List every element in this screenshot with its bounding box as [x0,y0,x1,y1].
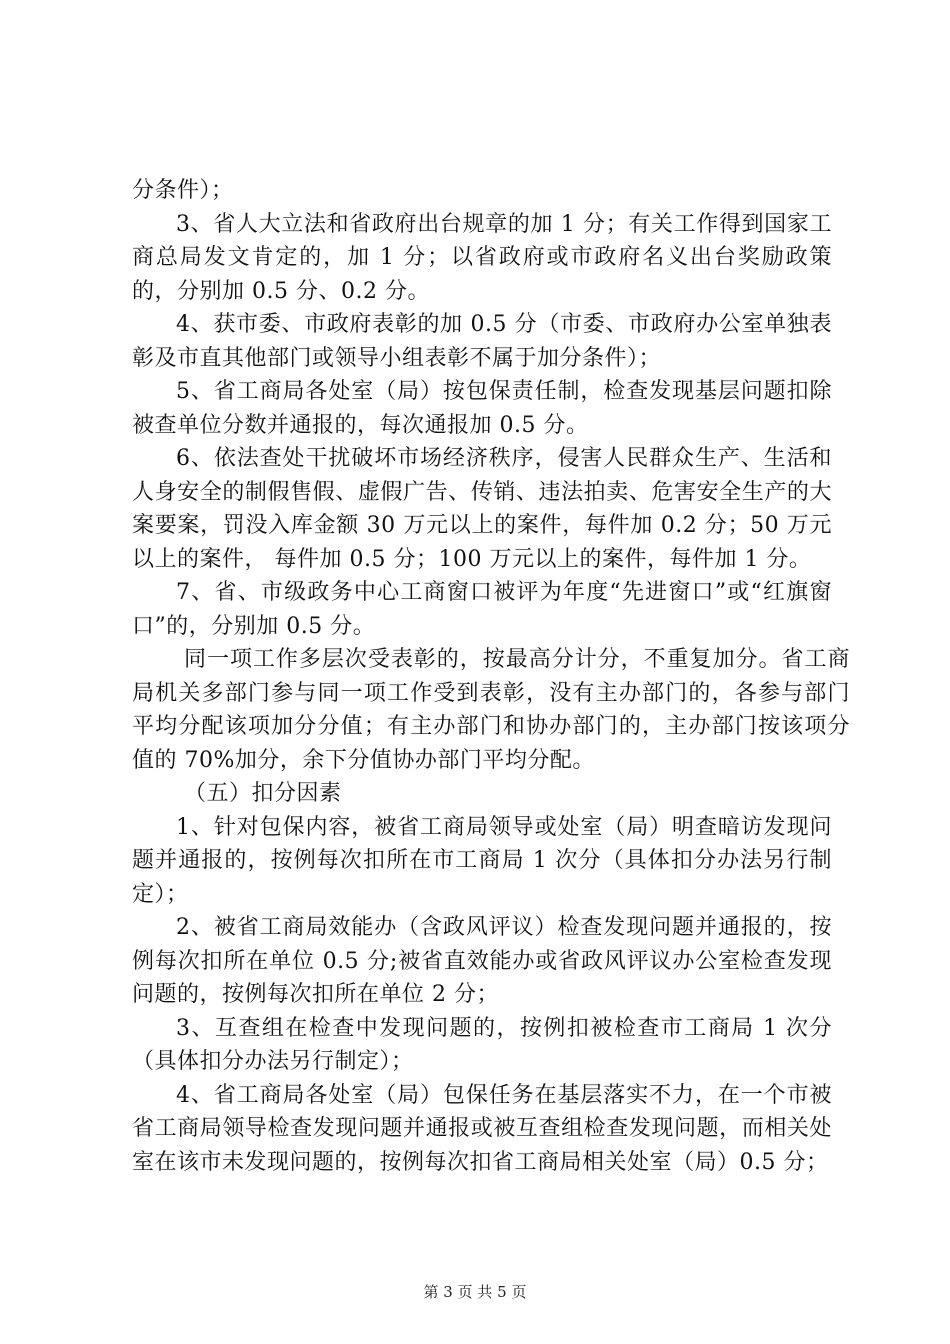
paragraph-item-6: 6、依法查处干扰破坏市场经济秩序，侵害人民群众生产、生活和人身安全的制假售假、虚假广告、传销、违法拍卖、危害安全生产的大案要案，罚没入库金额 30 万元以上的案件，每件加 0.2 分；50 万元以上的案件， 每件加 0.5 分；100 万元以上的案件，每件加 1 分。 [132,446,832,572]
paragraph-item-7: 7、省、市级政务中心工商窗口被评为年度“先进窗口”或“红旗窗口”的，分别加 0.5 分。 [132,580,832,639]
paragraph-deduction-1: 1、针对包保内容，被省工商局领导或处室（局）明查暗访发现问题并通报的，按例每次扣所在市工商局 1 次分（具体扣分办法另行制定）； [132,814,832,907]
paragraph-note: 同一项工作多层次受表彰的，按最高分计分，不重复加分。省工商局机关多部门参与同一项工作受到表彰，没有主办部门的，各参与部门平均分配该项加分分值；有主办部门和协办部门的，主办部门按该项分值的 70%加分，余下分值协办部门平均分配。 [132,647,850,773]
paragraph-item-3: 3、省人大立法和省政府出台规章的加 1 分；有关工作得到国家工商总局发文肯定的，加 1 分；以省政府或市政府名义出台奖励政策的，分别加 0.5 分、0.2 分。 [132,211,832,304]
paragraph-item-4: 4、获市委、市政府表彰的加 0.5 分（市委、市政府办公室单独表彰及市直其他部门或领导小组表彰不属于加分条件）； [132,312,832,371]
document-body [132,174,850,1179]
paragraph-deduction-4: 4、省工商局各处室（局）包保任务在基层落实不力，在一个市被省工商局领导检查发现问题并通报或被互查组检查发现问题，而相关处室在该市未发现问题的，按例每次扣省工商局相关处室（局）0.5 分； [132,1082,832,1175]
paragraph-deduction-3: 3、互查组在检查中发现问题的，按例扣被检查市工商局 1 次分（具体扣分办法另行制定）； [132,1015,832,1074]
paragraph-continuation: 分条件）； [132,178,234,203]
section-heading-deductions: （五）扣分因素 [184,781,342,806]
page-footer: 第 3 页 共 5 页 [423,1283,527,1301]
paragraph-deduction-2: 2、被省工商局效能办（含政风评议）检查发现问题并通报的，按例每次扣所在单位 0.5 分;被省直效能办或省政风评议办公室检查发现问题的，按例每次扣所在单位 2 分； [132,915,832,1007]
paragraph-item-5: 5、省工商局各处室（局）按包保责任制，检查发现基层问题扣除被查单位分数并通报的，每次通报加 0.5 分。 [132,379,832,438]
